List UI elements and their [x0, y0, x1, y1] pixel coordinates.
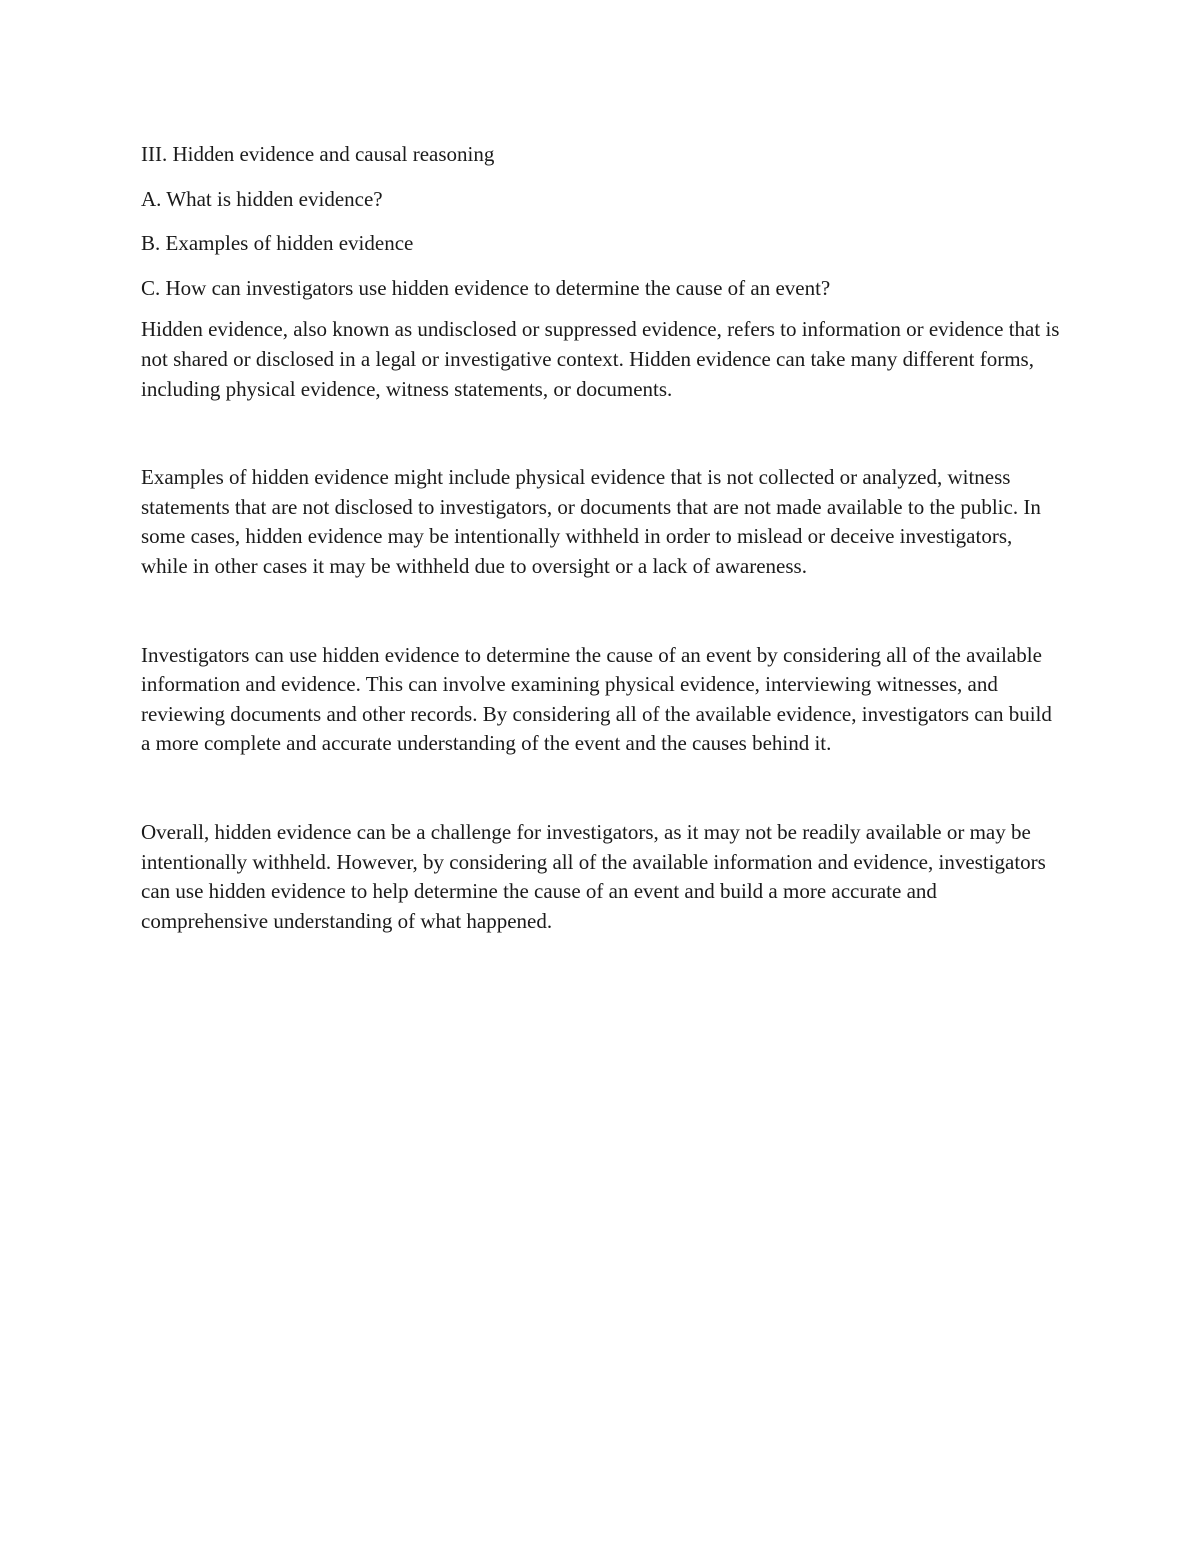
- paragraph-overall: Overall, hidden evidence can be a challenge for investigators, as it may not be readily available or may be intentionally withheld. However, by considering all of the available information and evidence, investigators can use hidden evidence to help determine the cause of an event and build a more accurate and comprehensive understanding of what happened.: [141, 819, 1046, 933]
- outline-item-b: B. Examples of hidden evidence: [141, 231, 414, 256]
- document-body: [141, 140, 1061, 936]
- paragraph-spacer: [141, 759, 1061, 818]
- outline-item-c: C. How can investigators use hidden evidence to determine the cause of an event?: [141, 275, 831, 300]
- paragraph-spacer: [141, 582, 1061, 641]
- paragraph-definition: Hidden evidence, also known as undisclosed or suppressed evidence, refers to information or evidence that is not shared or disclosed in a legal or investigative context. Hidden evidence can take many different forms, including physical evidence, witness statements, or documents.: [141, 317, 1060, 401]
- outline-item-a: A. What is hidden evidence?: [141, 186, 383, 211]
- paragraph-spacer: [141, 404, 1061, 463]
- paragraph-examples: Examples of hidden evidence might include physical evidence that is not collected or analyzed, witness statements that are not disclosed to investigators, or documents that are not made available to the public. In some cases, hidden evidence may be intentionally withheld in order to mislead or deceive investigators, while in other cases it may be withheld due to oversight or a lack of awareness.: [141, 465, 1041, 578]
- paragraph-investigators: Investigators can use hidden evidence to determine the cause of an event by considering all of the available information and evidence. This can involve examining physical evidence, interviewing witnesses, and reviewing documents and other records. By considering all of the available evidence, investigators can build a more complete and accurate understanding of the event and the causes behind it.: [141, 642, 1052, 756]
- section-heading: III. Hidden evidence and causal reasoning: [141, 142, 495, 166]
